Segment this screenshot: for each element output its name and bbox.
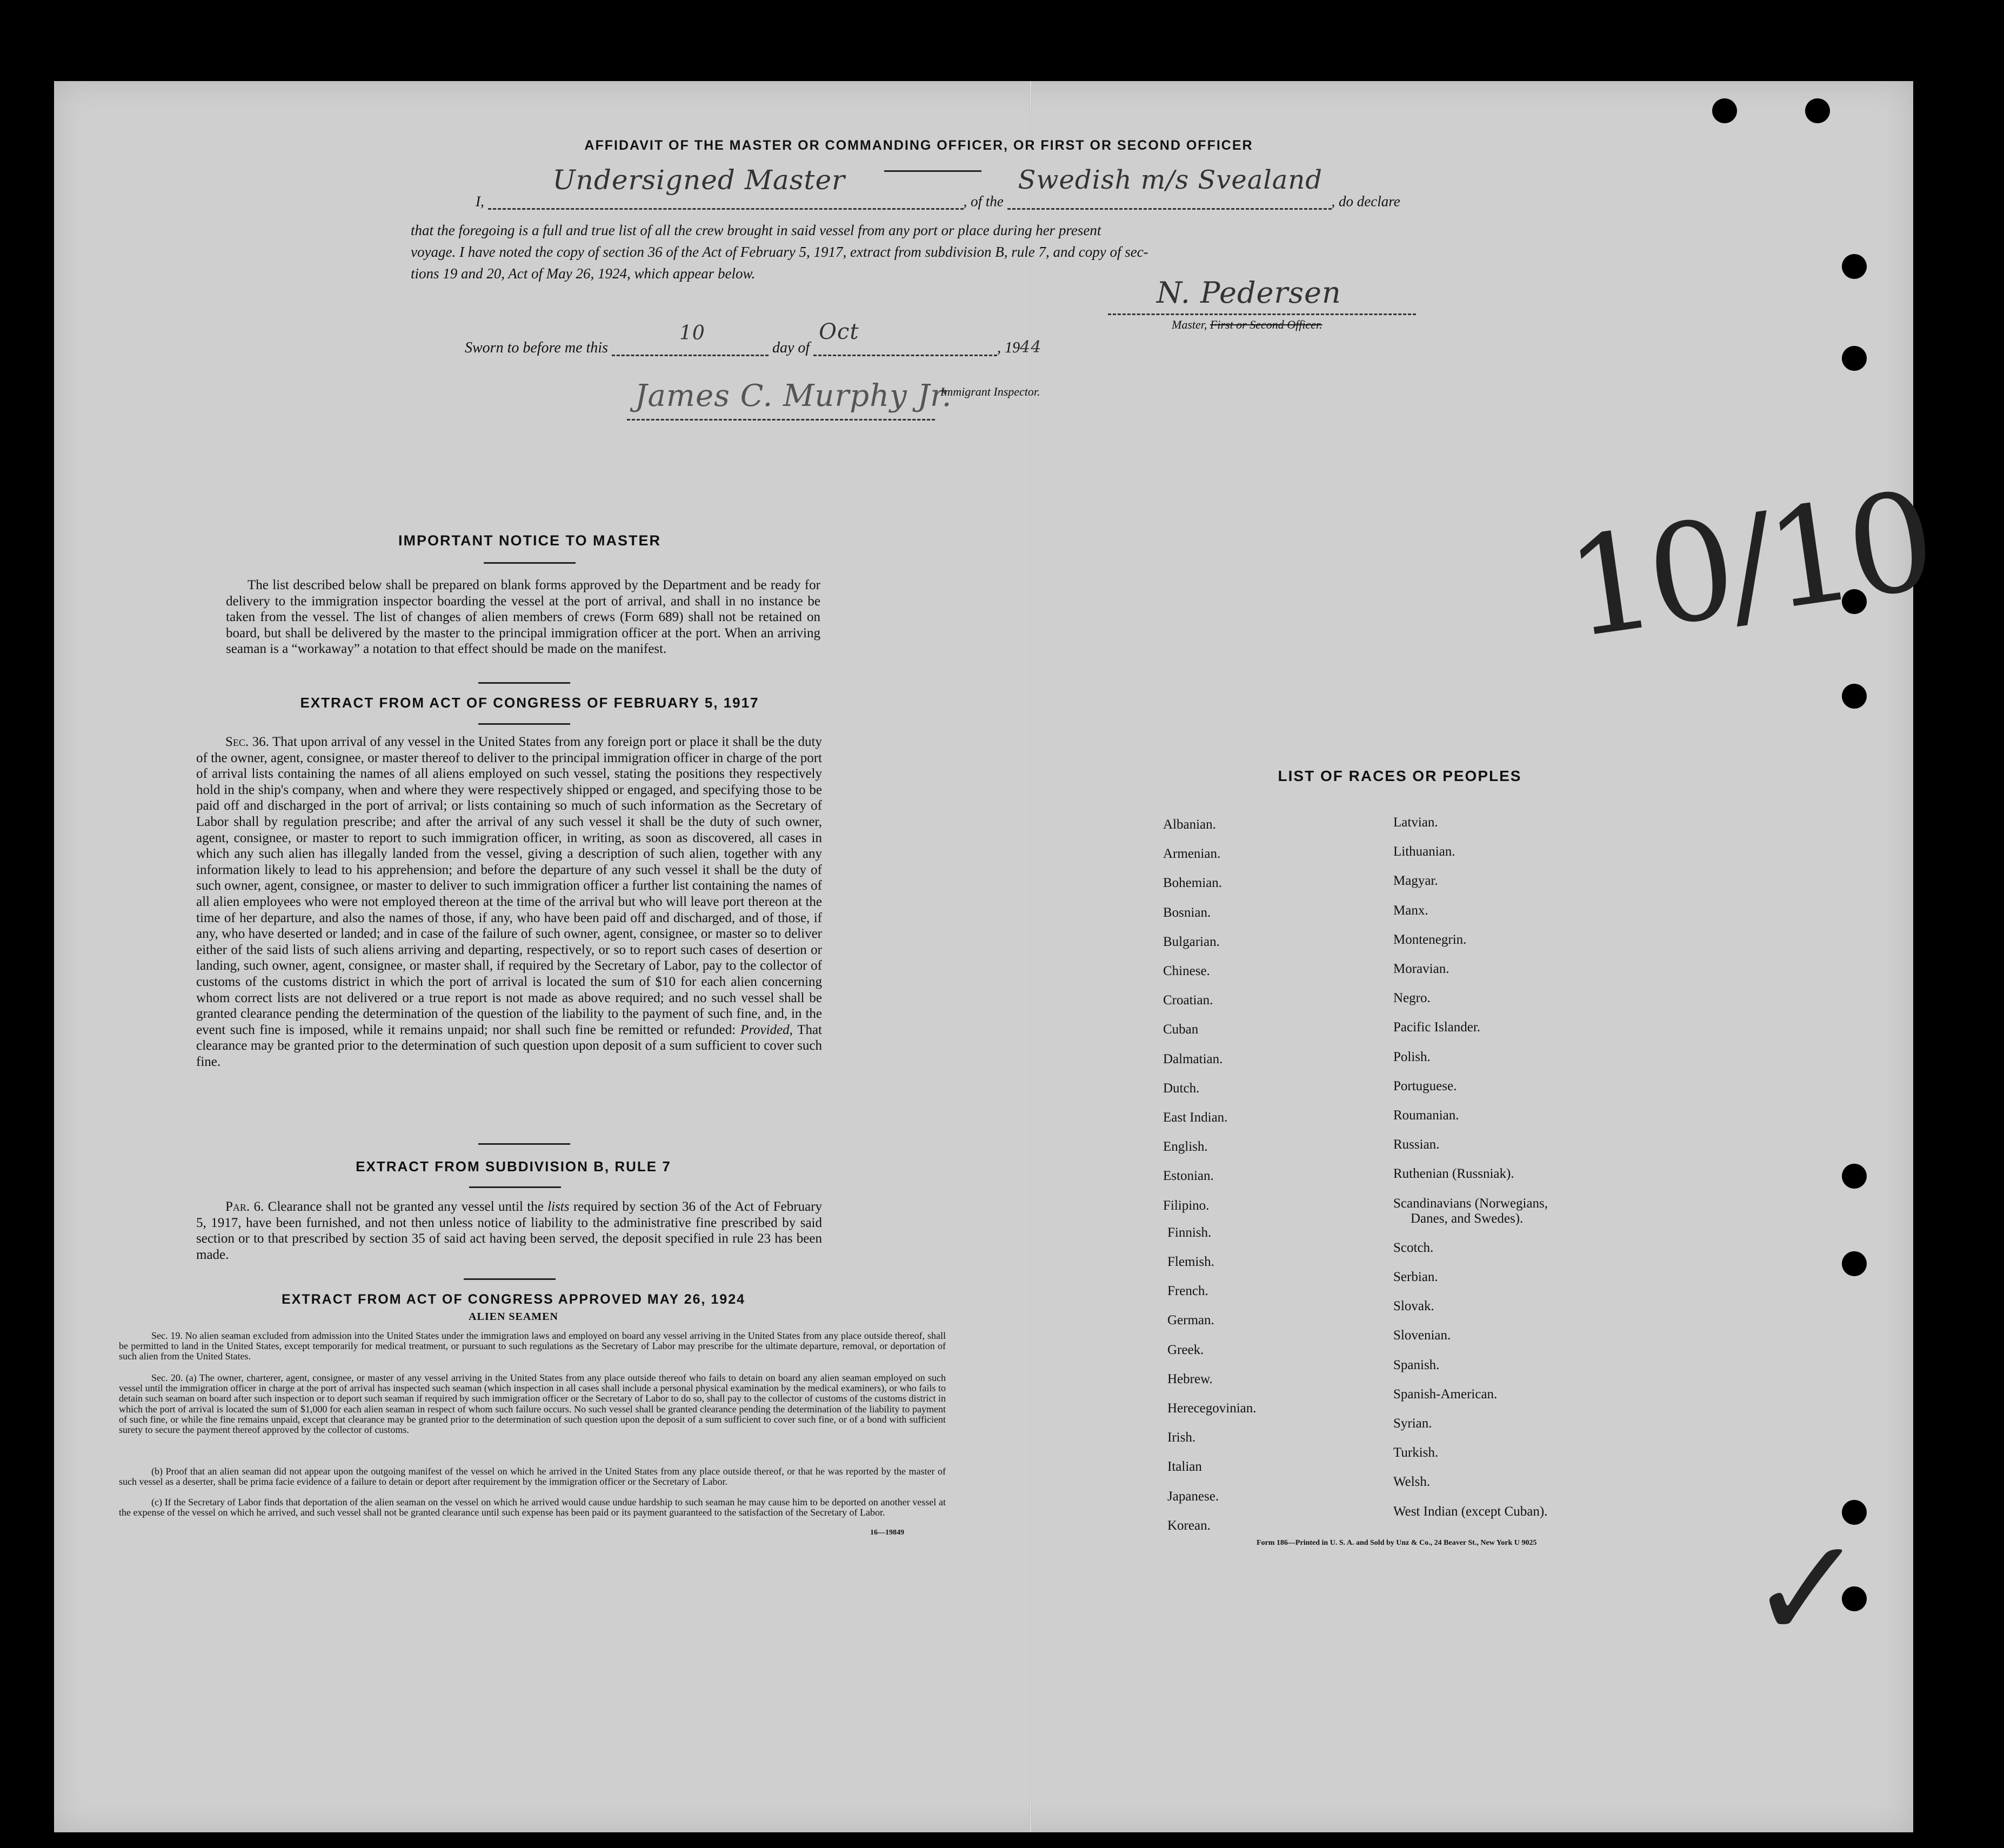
- race-item: Turkish.: [1393, 1445, 1439, 1460]
- sworn-text: day of: [772, 339, 810, 356]
- affidavit-line1: [476, 164, 1443, 210]
- race-item: Roumanian.: [1393, 1108, 1459, 1123]
- vessel-name-handwriting: Swedish m/s Svealand: [1018, 165, 1322, 195]
- race-item: Bulgarian.: [1163, 934, 1220, 949]
- race-item: Albanian.: [1163, 817, 1216, 832]
- punch-hole: [1842, 1164, 1867, 1189]
- divider: [478, 682, 570, 684]
- punch-hole: [1712, 98, 1737, 123]
- rule7-text: [196, 1199, 822, 1263]
- race-item: Magyar.: [1393, 873, 1438, 889]
- act1924-subtitle: ALIEN SEAMEN: [469, 1311, 558, 1323]
- act1924-sec19: Sec. 19. No alien seaman excluded from admission into the United States under the immigration laws and employed on board any vessel arriving in the United States from any place outside thereof, shall be permitted to land in the United States, except temporarily for medical treatment, or pursuant to such regulations as the Secretary of Labor may prescribe for the ultimate departure, removal, or deportation of such alien from the United States.: [119, 1330, 946, 1362]
- section-body-end: That clearance may be granted prior to the determination of such question upon deposit of a sum sufficient to cover such fine.: [196, 1022, 822, 1069]
- race-item: Polish.: [1393, 1049, 1431, 1064]
- affidavit-title: AFFIDAVIT OF THE MASTER OR COMMANDING OFFICER, OR FIRST OR SECOND OFFICER: [584, 138, 1253, 153]
- act1924-title: EXTRACT FROM ACT OF CONGRESS APPROVED MAY 26, 1924: [281, 1292, 746, 1307]
- act1924-sec20c: (c) If the Secretary of Labor finds that deportation of the alien seaman on the vessel on which he arrived would cause undue hardship to such seaman he may cause him to be deported on another vessel at the expense of the vessel on which he arrived, and such vessel shall not be granted clearance until such expense has been paid or its payment guaranteed to the satisfaction of the Secretary of Labor.: [119, 1497, 946, 1518]
- race-item: Japanese.: [1167, 1489, 1219, 1504]
- race-item: Dutch.: [1163, 1080, 1200, 1096]
- sworn-text: , 19: [997, 339, 1020, 356]
- caption-officer-struck: First or Second Officer.: [1210, 318, 1322, 331]
- race-item: Serbian.: [1393, 1270, 1438, 1284]
- race-item: Hebrew.: [1167, 1371, 1213, 1386]
- race-item: Lithuanian.: [1393, 844, 1455, 859]
- race-item: Dalmatian.: [1163, 1051, 1223, 1066]
- punch-hole: [1842, 254, 1867, 279]
- master-signature: N. Pedersen: [1157, 276, 1341, 310]
- race-item: Spanish.: [1393, 1357, 1440, 1372]
- notice-text: The list described below shall be prepared on blank forms approved by the Department and be ready for delivery to the immigration inspector boarding the vessel at the port of arrival, and shall in no instance be taken from the vessel. The list of changes of alien members of crews (Form 689) shall not be retained on board, but shall be delivered by the master to the principal immigration officer at the port. When an arriving seaman is a “workaway” a notation to that effect should be made on the manifest.: [226, 578, 820, 657]
- race-item: Russian.: [1393, 1137, 1440, 1152]
- punch-hole: [1842, 1251, 1867, 1276]
- divider: [484, 562, 576, 564]
- affidavit-line2: that the foregoing is a full and true list of all the crew brought in said vessel from any port or place during her present: [411, 222, 1101, 238]
- divider: [478, 1143, 570, 1145]
- race-item: Ruthenian (Russniak).: [1393, 1166, 1514, 1182]
- act1924-sec20a: Sec. 20. (a) The owner, charterer, agent, consignee, or master of any vessel arriving in the United States from any place outside thereof who fails to detain on board any alien seaman employed on such vessel until the immigration officer in charge at the port of arrival has inspected such seaman (which inspection in all cases shall include a personal physical examination by the medical examiners), or who fails to detain such seaman on board after such inspection or to deport such seaman if required by such immigration officer or the Secretary of Labor to do so, shall pay to the collector of customs of the customs district in which the port of arrival is located the sum of $1,000 for each alien seaman in respect of whom such failure occurs. No such vessel shall be granted clearance pending the determination of the liability to payment of such fine, or while the fine remains unpaid, except that clearance may be granted prior to the determination of such question upon the deposit of a sum sufficient to cover such fine, or of a bond with sufficient surety to secure the payment thereof approved by the collector of customs.: [119, 1372, 946, 1436]
- affidavit-text: , do declare: [1331, 193, 1400, 210]
- race-item: Welsh.: [1393, 1475, 1431, 1490]
- race-item: Moravian.: [1393, 962, 1449, 976]
- vessel-name-field: [1007, 165, 1332, 210]
- race-item: Scotch.: [1393, 1240, 1434, 1255]
- race-item: Italian: [1167, 1459, 1202, 1475]
- race-item: Croatian.: [1163, 993, 1213, 1008]
- race-item: Manx.: [1393, 903, 1428, 918]
- section-body: That upon arrival of any vessel in the United States from any foreign port or place it shall be the duty of the owner, agent, consignee, or master thereof to deliver to the principal immigration officer in charge of the port of arrival lists containing the names of all aliens employed on such vessel, stating the positions they respectively hold in the ship's company, when and where they were respectively shipped or engaged, and specifying those to be paid off and discharged in the port of arrival; or lists containing so much of such information as the Secretary of Labor shall by regulation prescribe; and after the arrival of any such vessel it shall be the duty of such owner, agent, consignee, or master to report to such immigration officer, in writing, as soon as discovered, all cases in which any such alien has illegally landed from the vessel, giving a description of such alien, together with any information likely to lead to his apprehension; and before the departure of any such vessel it shall be the duty of such owner, agent, consignee, or master to deliver to such immigration officer a further list containing the names of all alien employees who were not employed thereon at the time of the arrival but who will leave port thereon at the time of her departure, and also the names of those, if any, who have been paid off and discharged, and of those, if any, who have deserted or landed; and in case of the failure of such owner, agent, consignee, or master so to deliver either of the said lists of such aliens arriving and departing, respectively, or so to report such cases of desertion or landing, such owner, agent, consignee, or master shall, if required by the Secretary of Labor, pay to the collector of customs of the customs district in which the port of arrival is located the sum of $10 for each alien concerning whom correct lists are not delivered or a true report is not made as above required; and no such vessel shall be granted clearance pending the determination of the question of the liability to the payment of such fine, and, in the event such fine is imposed, while it remains unpaid; nor shall such fine be remitted or refunded:: [196, 735, 822, 1037]
- affidavit-line4: tions 19 and 20, Act of May 26, 1924, which appear below.: [411, 265, 756, 282]
- sworn-year-handwriting: 44: [1020, 338, 1042, 357]
- lists-word: lists: [547, 1199, 570, 1214]
- race-item: Slovenian.: [1393, 1328, 1451, 1343]
- check-mark: ✓: [1748, 1508, 1867, 1671]
- caption-master: Master,: [1172, 318, 1207, 331]
- race-item: Syrian.: [1393, 1416, 1432, 1431]
- inspector-signature: James C. Murphy Jr.: [635, 378, 952, 413]
- race-item: Slovak.: [1393, 1299, 1434, 1314]
- sworn-text: Sworn to before me this: [465, 339, 608, 356]
- race-item: Spanish-American.: [1393, 1386, 1498, 1402]
- affidavit-text: , of the: [963, 193, 1004, 210]
- divider: [478, 723, 570, 725]
- affidavit-text: I,: [476, 193, 484, 210]
- race-item: Pacific Islander.: [1393, 1020, 1481, 1035]
- punch-hole: [1805, 98, 1830, 123]
- paragraph-label: Par. 6.: [225, 1199, 264, 1214]
- notice-title: IMPORTANT NOTICE TO MASTER: [398, 532, 661, 549]
- race-item: Scandinavians (Norwegians,: [1393, 1196, 1548, 1211]
- race-item: Greek.: [1167, 1342, 1204, 1357]
- race-item: Korean.: [1167, 1518, 1211, 1533]
- race-item: Herecegovinian.: [1167, 1401, 1257, 1416]
- race-item: Bohemian.: [1163, 876, 1223, 891]
- race-item: Irish.: [1167, 1430, 1196, 1445]
- sworn-line: [465, 319, 1167, 357]
- race-item: Negro.: [1393, 991, 1431, 1006]
- sworn-day-field: [612, 322, 769, 356]
- race-item: Latvian.: [1393, 815, 1438, 830]
- race-item: Cuban: [1163, 1022, 1199, 1037]
- race-item: Armenian.: [1163, 846, 1221, 862]
- race-item: Filipino.: [1163, 1198, 1210, 1213]
- act1917-title: EXTRACT FROM ACT OF CONGRESS OF FEBRUARY 5, 1917: [300, 695, 759, 711]
- form-code: 16—19849: [870, 1529, 904, 1537]
- act1917-text: [196, 734, 822, 1070]
- race-item: Portuguese.: [1393, 1078, 1457, 1093]
- race-item: German.: [1167, 1313, 1214, 1328]
- race-item: Chinese.: [1163, 964, 1210, 978]
- affidavit-line3: voyage. I have noted the copy of section 36 of the Act of February 5, 1917, extract from subdivision B, rule 7, and copy of sec-: [411, 244, 1148, 260]
- section-label: Sec. 36.: [225, 735, 269, 749]
- paragraph-body: Clearance shall not be granted any vessel until the: [268, 1199, 544, 1214]
- race-item: French.: [1167, 1284, 1208, 1299]
- race-item: West Indian (except Cuban).: [1393, 1504, 1548, 1519]
- punch-hole: [1842, 684, 1867, 709]
- paragraph-body-end: required by section 36 of the Act of February 5, 1917, have been furnished, and not then unless notice of liability to the administrative fine prescribed by said section or to that prescribed by section 35 of said act having been served, the deposit specified in rule 23 has been made.: [196, 1199, 823, 1262]
- divider: [884, 170, 981, 172]
- printer-imprint: Form 186—Printed in U. S. A. and Sold by Unz & Co., 24 Beaver St., New York U 9025: [1257, 1539, 1537, 1547]
- race-item: East Indian.: [1163, 1110, 1228, 1125]
- race-item: Finnish.: [1167, 1225, 1212, 1240]
- rule7-title: EXTRACT FROM SUBDIVISION B, RULE 7: [356, 1158, 671, 1175]
- inspector-caption: Immigrant Inspector.: [940, 385, 1040, 398]
- race-item: Danes, and Swedes).: [1411, 1211, 1524, 1226]
- provided-word: Provided,: [740, 1022, 793, 1037]
- race-item: English.: [1163, 1139, 1208, 1155]
- sworn-day-handwriting: 10: [679, 322, 705, 344]
- punch-hole: [1842, 346, 1867, 371]
- race-item: Flemish.: [1167, 1255, 1214, 1269]
- race-item: Montenegrin.: [1393, 932, 1467, 947]
- officer-name-handwriting: Undersigned Master: [552, 164, 845, 196]
- race-item: Bosnian.: [1163, 905, 1211, 920]
- date-annotation: 10/10: [1558, 462, 1939, 669]
- divider: [464, 1278, 556, 1280]
- sworn-month-field: [813, 319, 997, 356]
- signature-caption: [1172, 318, 1322, 332]
- officer-name-field: [488, 164, 964, 210]
- race-item: Estonian.: [1163, 1169, 1214, 1184]
- act1924-sec20b: (b) Proof that an alien seaman did not appear upon the outgoing manifest of the vessel on which he arrived in the United States from any place outside thereof, or that he was reported by the master of such vessel as a deserter, shall be prima facie evidence of a failure to detain or deport after requirement by the immigration officer or the Secretary of Labor.: [119, 1466, 946, 1487]
- sworn-month-handwriting: Oct: [819, 319, 859, 344]
- divider: [469, 1186, 561, 1188]
- races-title: LIST OF RACES OR PEOPLES: [1278, 768, 1522, 784]
